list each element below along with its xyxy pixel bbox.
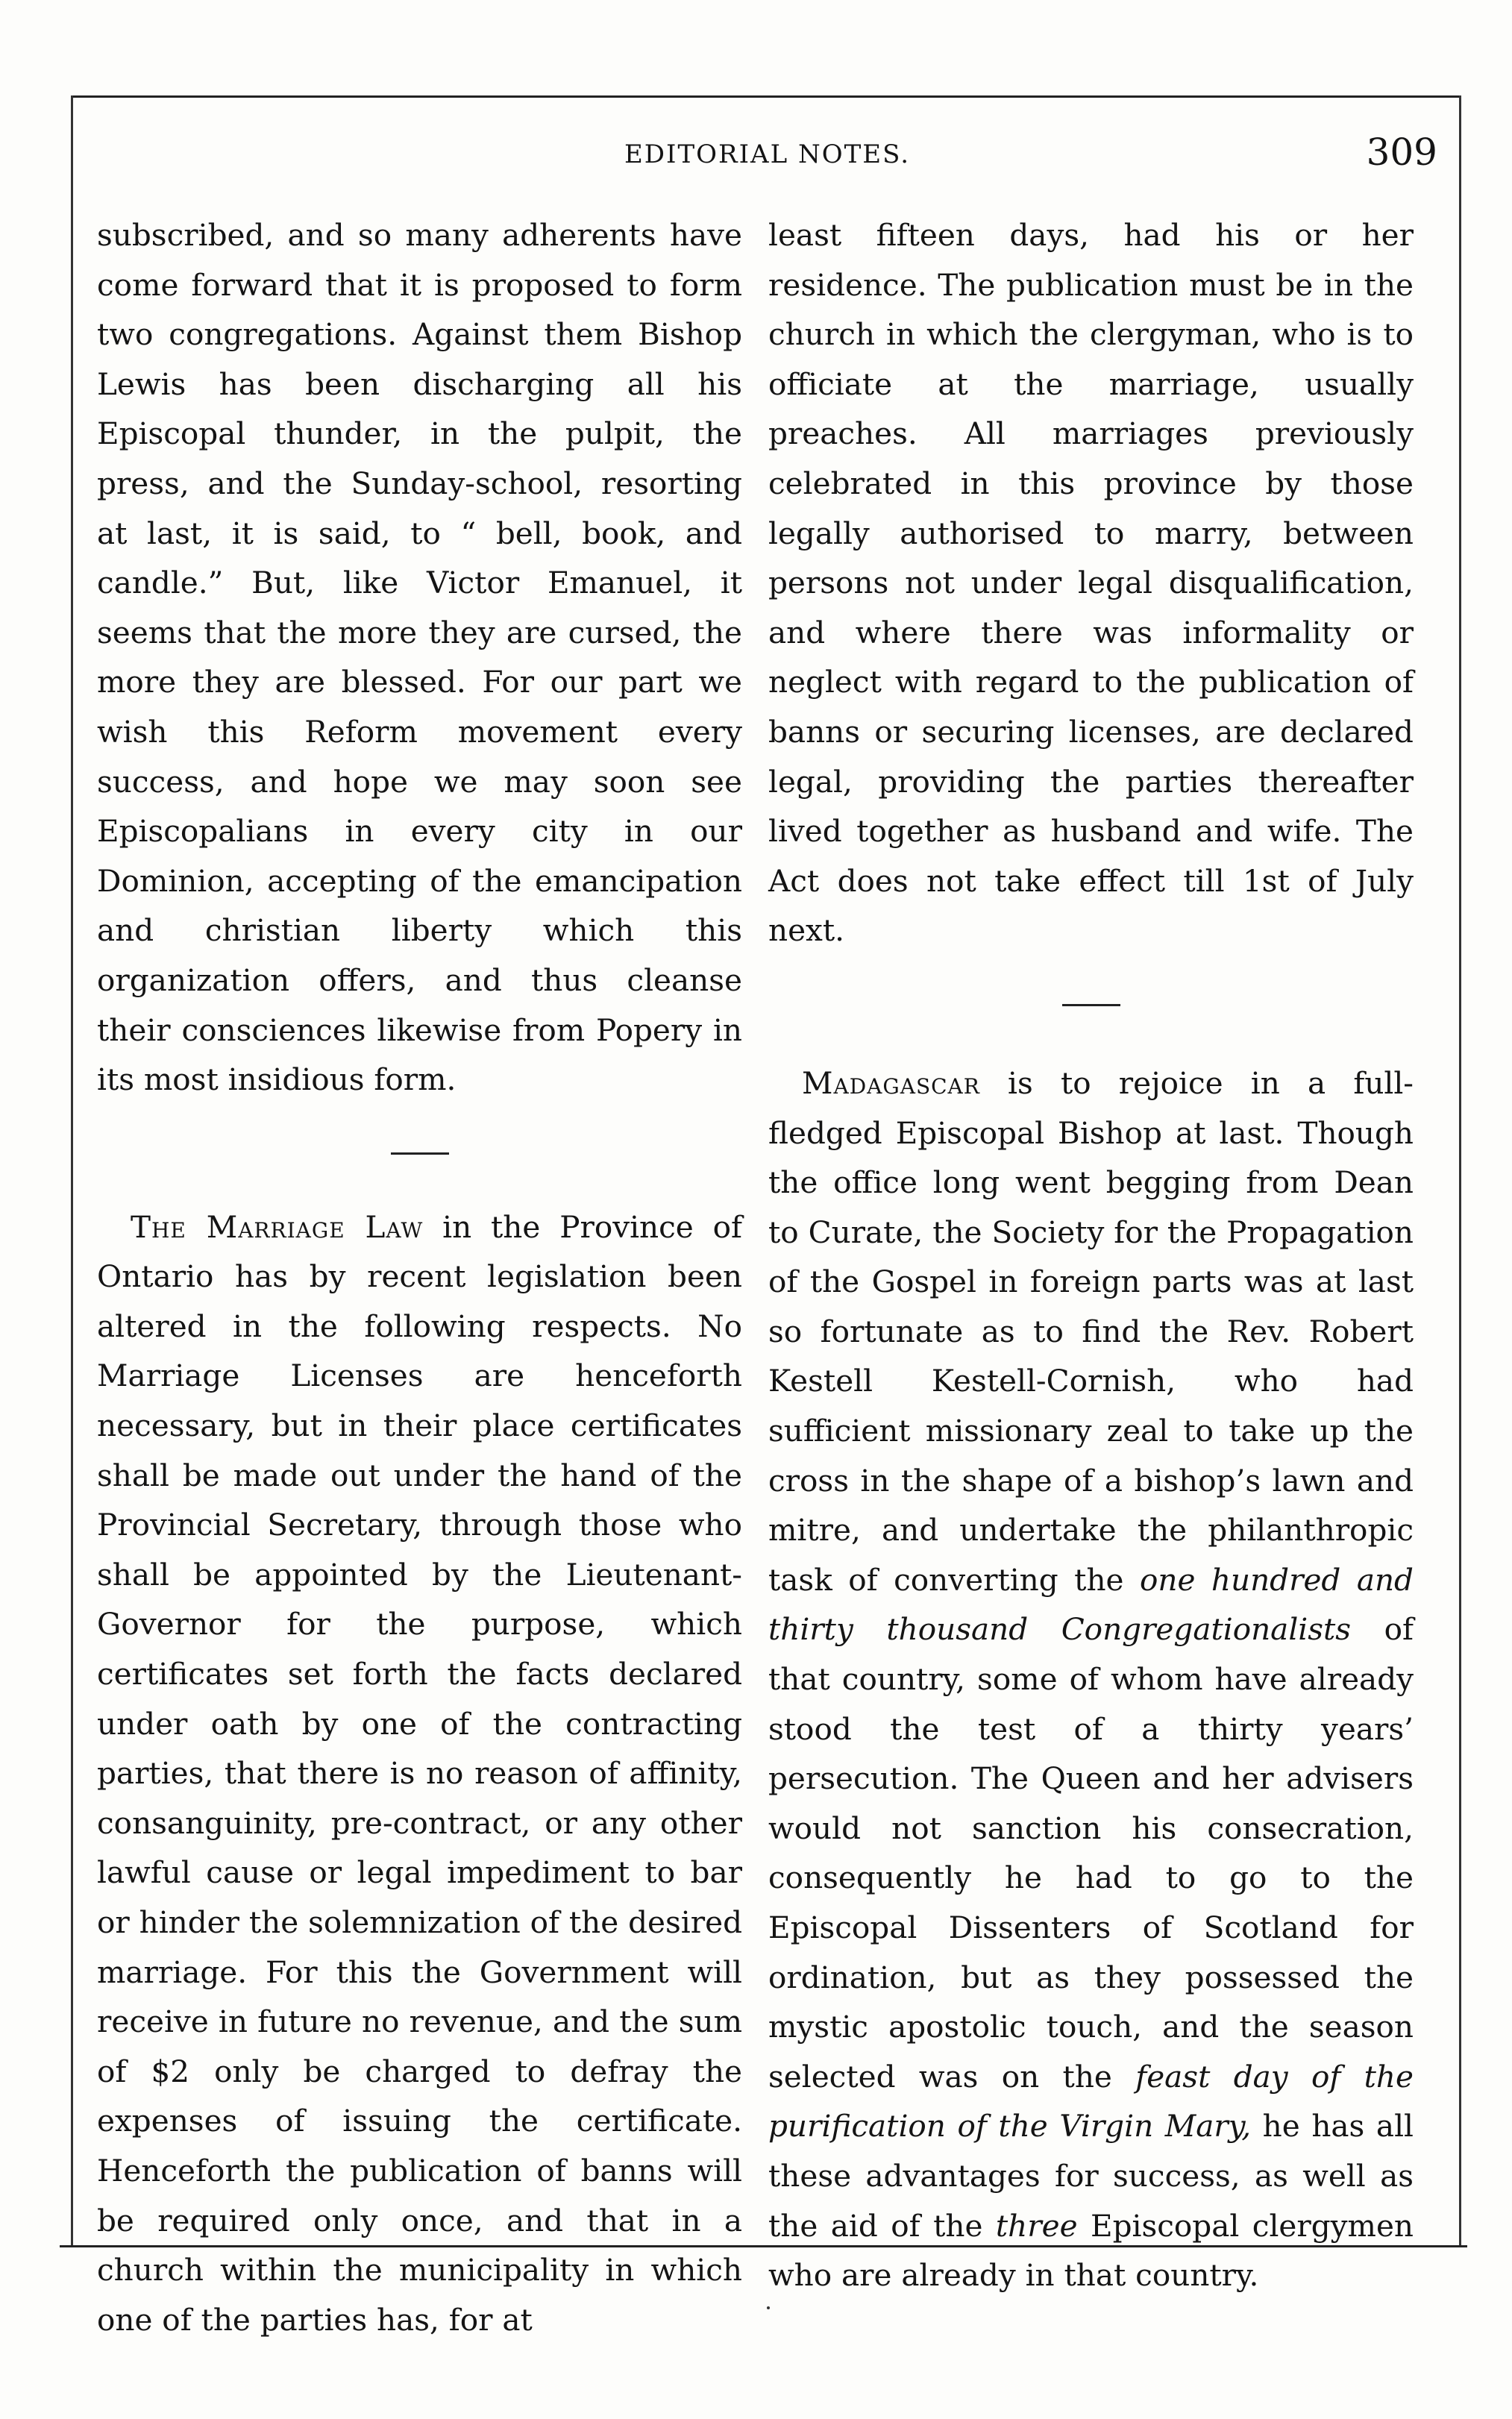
right-column xyxy=(768,210,1414,2300)
running-head: EDITORIAL NOTES. xyxy=(624,139,911,169)
madagascar-text-a: is to rejoice in a full-fledged Episcopal Bishop at last. Though the office long went begging from Dean to Curate, the Society for the Propagation of the Gospel in foreign parts was at last so fortunate as to find the Rev. Robert Kestell Kestell-Cornish, who had sufficient missionary zeal to take up the cross in the shape of a bishop’s lawn and mitre, and undertake the philanthropic task of converting the xyxy=(768,1064,1414,1598)
page-border-top xyxy=(71,95,1460,98)
madagascar-italic-feast-day: feast day of the purification of the Virgin Mary, xyxy=(768,2058,1414,2145)
marriage-law-continuation: least fifteen days, had his or her residence. The publication must be in the church in which the clergyman, who is to officiate at the marriage, usually preaches. All marriages previously celebrated in this province by those legally authorised to marry, between persons not under legal disqualification, and where there was informality or neglect with regard to the publication of banns or securing licenses, are declared legal, providing the parties thereafter lived together as husband and wife. The Act does not take effect till 1st of July next. xyxy=(768,217,1414,949)
reform-movement-paragraph: subscribed, and so many adherents have come forward that it is proposed to form two congregations. Against them Bishop Lewis has been discharging all his Episcopal thunder, in the pulpit, the press, and the Sunday-school, resorting at last, it is said, to “ bell, book, and candle.” But, like Victor Emanuel, it seems that the more they are cursed, the more they are blessed. For our part we wish this Reform movement every success, and hope we may soon see Episcopalians in every city in our Dominion, accepting of the emancipation and christian liberty which this organization offers, and thus cleanse their consciences likewise from Popery in its most insidious form. xyxy=(97,217,742,1098)
marriage-law-paragraph xyxy=(97,1202,742,2345)
madagascar-text-d: Episcopal clergymen who are already in that country. xyxy=(768,2207,1414,2294)
page-header xyxy=(90,131,1445,183)
madagascar-text-b: of that country, some of whom have already stood the test of a thirty years’ persecution. The Queen and her advisers would not sanction his consecration, consequently he had to go to the Episcopal Dissenters of Scotland for ordination, but as they possessed the mystic apostolic touch, and the season selected was on the xyxy=(768,1611,1414,2095)
page-number: 309 xyxy=(1366,131,1437,174)
madagascar-italic-congregationalists: one hundred and thirty thousand Congregationalists xyxy=(768,1561,1414,1648)
page-border-left xyxy=(71,95,73,2245)
page-border-right xyxy=(1459,95,1461,2245)
madagascar-text-c: he has all these advantages for success, as well as the aid of the xyxy=(768,2108,1414,2244)
marriage-law-heading: The Marriage Law xyxy=(131,1208,424,1245)
madagascar-heading: Madagascar xyxy=(802,1064,980,1101)
marriage-law-text: in the Province of Ontario has by recent legislation been altered in the following respects. No Marriage Licenses are henceforth necessary, but in their place certificates shall be made out under the hand of the Provincial Secretary, through those who shall be appointed by the Lieutenant-Governor for the purpose, which certificates set forth the facts declared under oath by one of the contracting parties, that there is no reason of affinity, consanguinity, pre-contract, or any other lawful cause or legal impediment to bar or hinder the solemnization of the desired marriage. For this the Government will receive in future no revenue, and the sum of $2 only be charged to defray the expenses of issuing the certificate. Henceforth the publication of banns will be required only once, and that in a church within the municipality in which one of the parties has, for at xyxy=(97,1208,742,2338)
section-divider xyxy=(1062,1004,1120,1006)
section-divider xyxy=(391,1152,449,1155)
madagascar-paragraph xyxy=(768,1058,1414,2300)
madagascar-italic-three: three xyxy=(995,2207,1078,2244)
left-column xyxy=(97,210,742,2344)
page-speck xyxy=(767,2306,770,2309)
